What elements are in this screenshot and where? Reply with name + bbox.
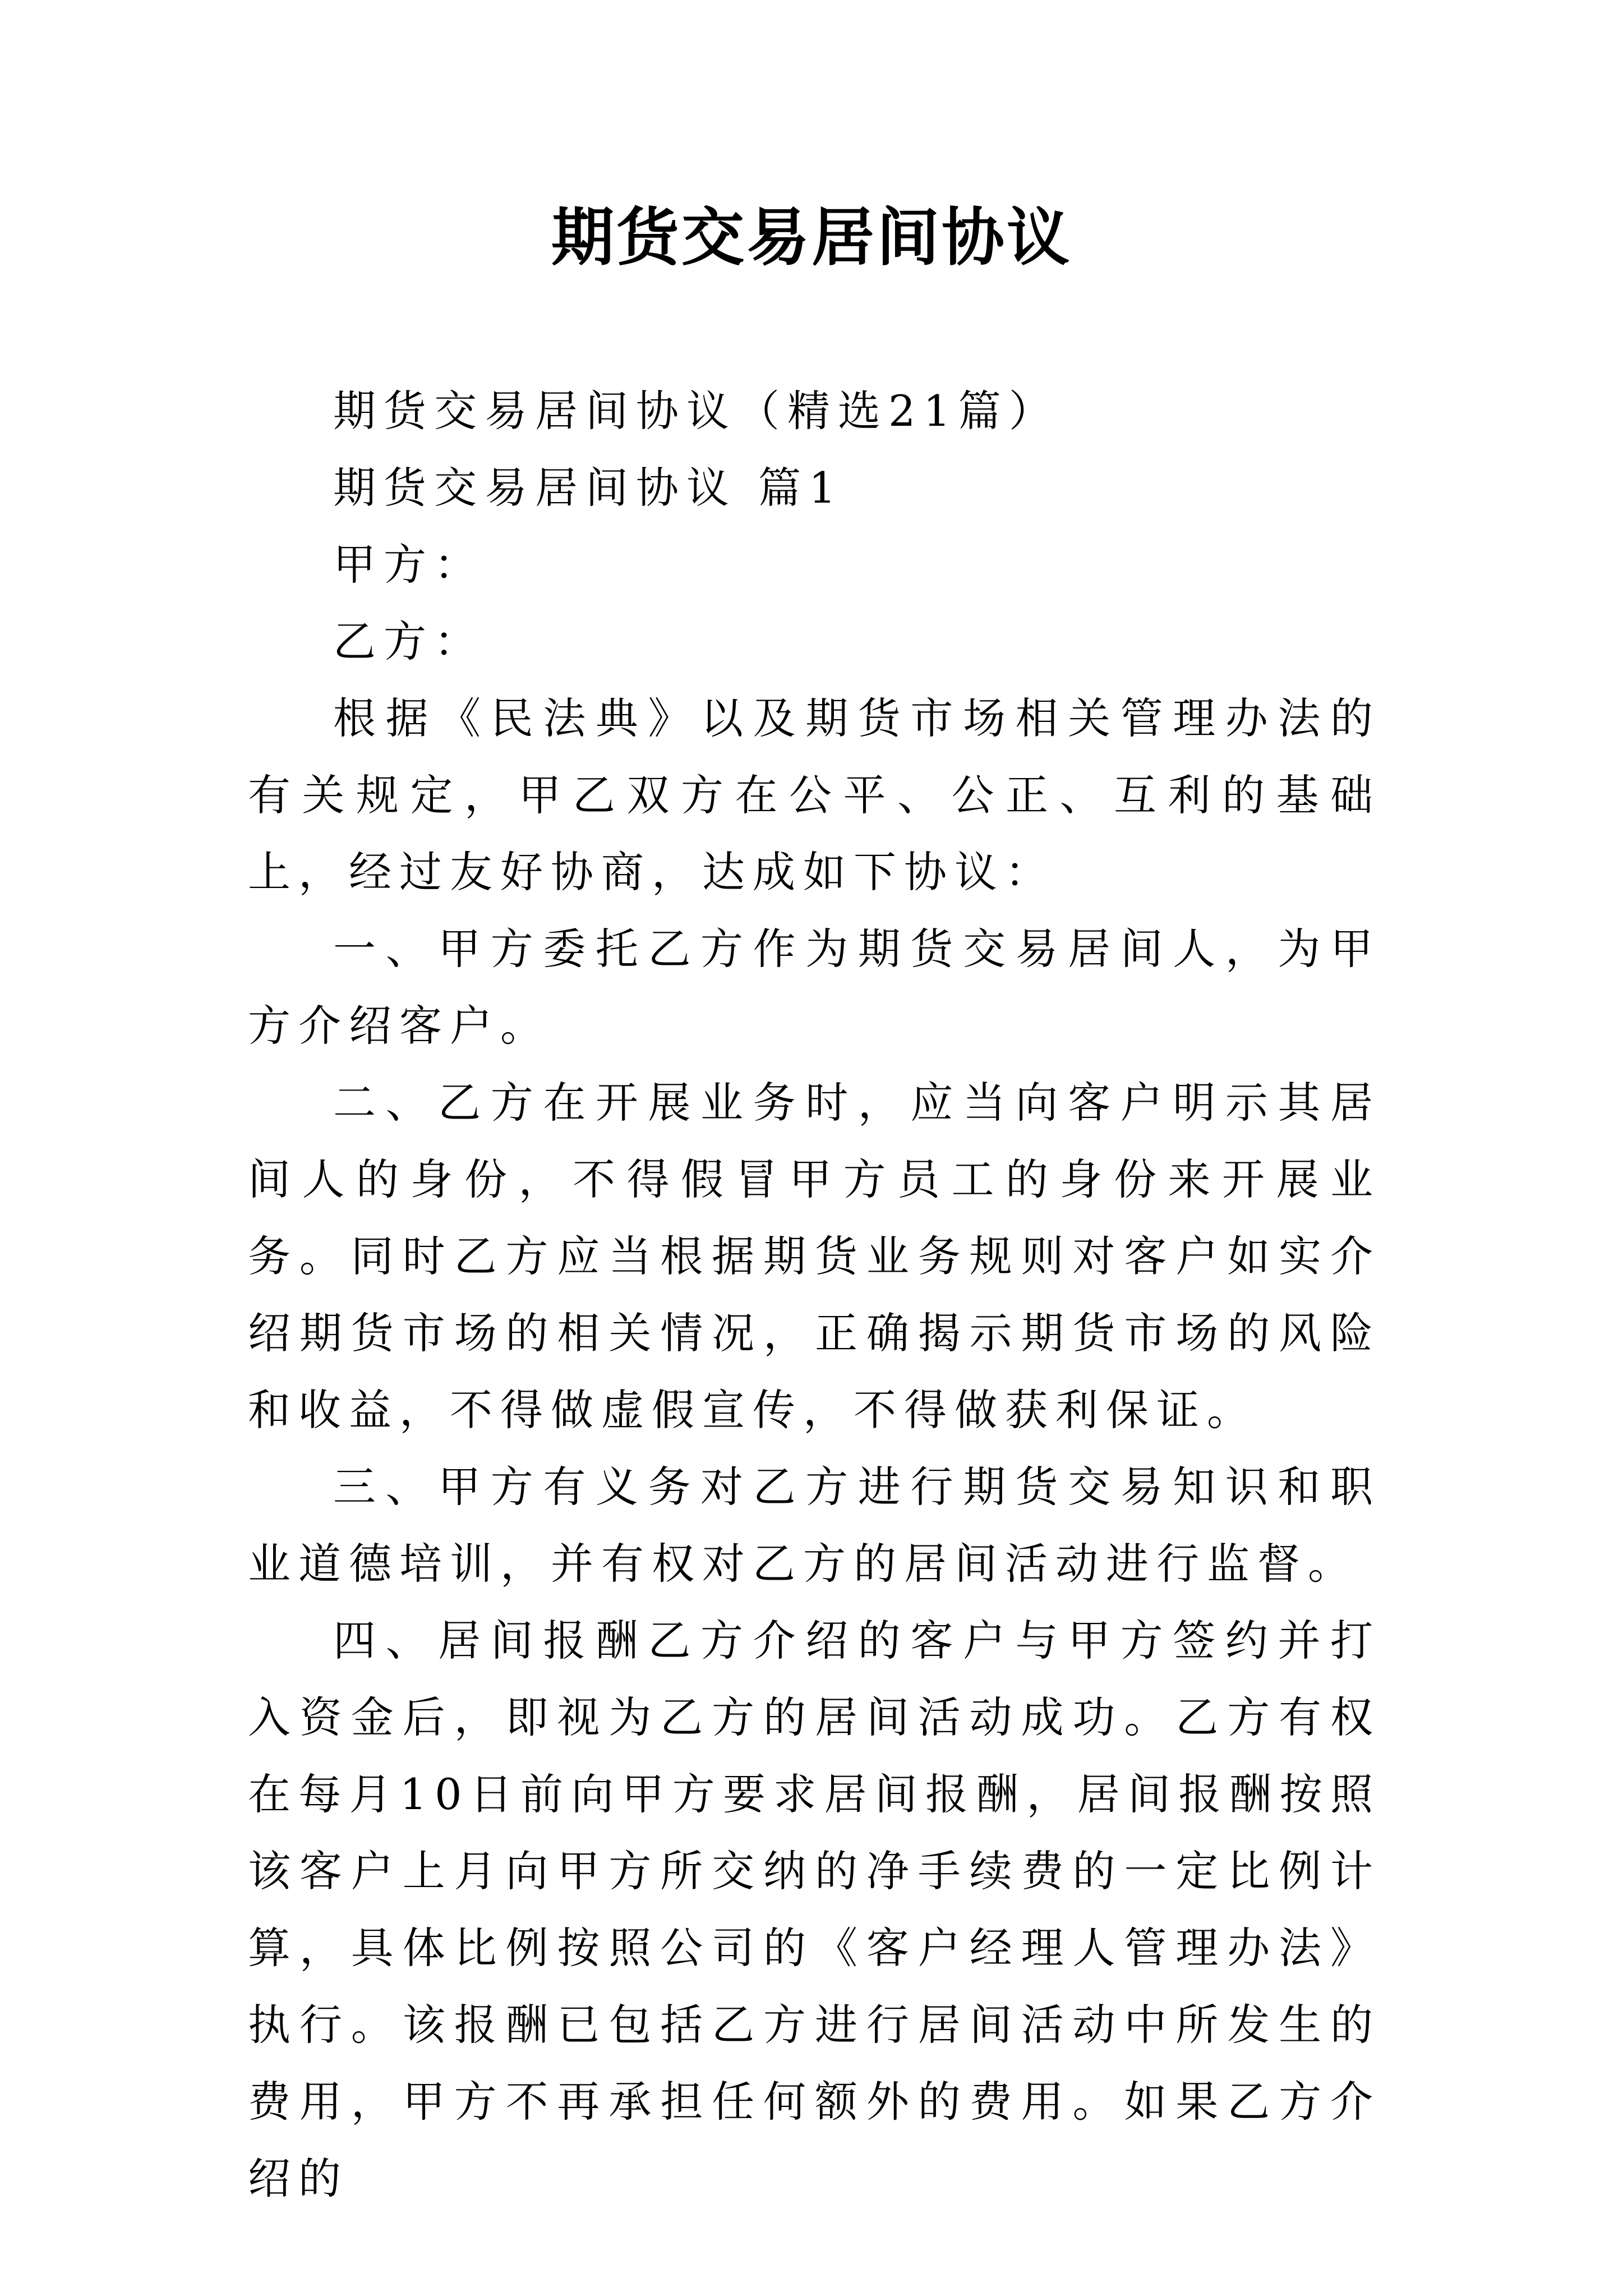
paragraph-preamble: 根据《民法典》以及期货市场相关管理办法的有关规定，甲乙双方在公平、公正、互利的基础上，经过友好协商，达成如下协议：: [248, 693, 1381, 897]
paragraph-section-heading: 期货交易居间协议 篇1: [333, 463, 844, 513]
paragraph-clause-1: 一、甲方委托乙方作为期货交易居间人，为甲方介绍客户。: [248, 924, 1381, 1051]
paragraph-clause-2: 二、乙方在开展业务时，应当向客户明示其居间人的身份，不得假冒甲方员工的身份来开展业务。同时乙方应当根据期货业务规则对客户如实介绍期货市场的相关情况，正确揭示期货市场的风险和收益，不得做虚假宣传，不得做获利保证。: [248, 1078, 1381, 1435]
paragraph-party-a: 甲方：: [333, 540, 485, 590]
paragraph-clause-3: 三、甲方有义务对乙方进行期货交易知识和职业道德培训，并有权对乙方的居间活动进行监督。: [248, 1462, 1381, 1589]
paragraph-party-b: 乙方：: [333, 616, 485, 666]
document-title: 期货交易居间协议: [551, 201, 1072, 274]
document-body: [248, 372, 1381, 2217]
paragraph-clause-4: 四、居间报酬乙方介绍的客户与甲方签约并打入资金后，即视为乙方的居间活动成功。乙方有权在每月10日前向甲方要求居间报酬，居间报酬按照该客户上月向甲方所交纳的净手续费的一定比例计算，具体比例按照公司的《客户经理人管理办法》执行。该报酬已包括乙方进行居间活动中所发生的费用，甲方不再承担任何额外的费用。如果乙方介绍的: [248, 1616, 1381, 2203]
paragraph-collection-title: 期货交易居间协议（精选21篇）: [333, 386, 1059, 436]
